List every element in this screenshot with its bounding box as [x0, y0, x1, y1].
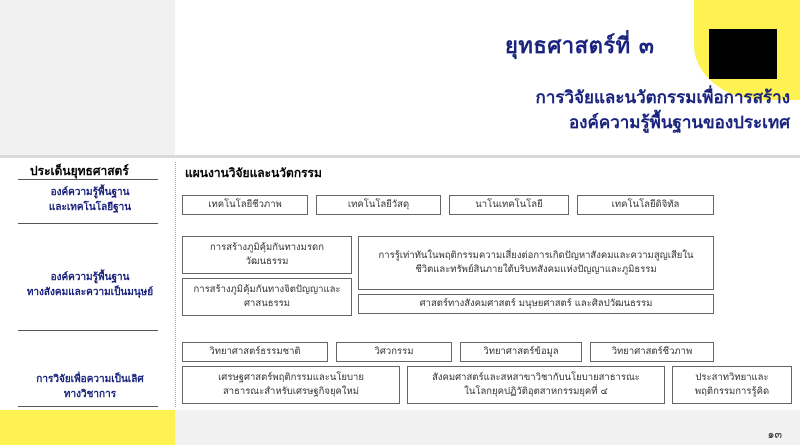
- plan-box: เศรษฐศาสตร์พฤติกรรมและนโยบายสาธารณะสำหรับเศรษฐกิจยุคใหม่: [182, 366, 400, 404]
- row-label-line: และเทคโนโลยีฐาน: [48, 202, 132, 213]
- footer-yellow-bar: [0, 410, 175, 445]
- plan-box: ศาสตร์ทางสังคมศาสตร์ มนุษยศาสตร์ และศิลปวัฒนธรรม: [358, 294, 714, 314]
- plan-box: ประสาทวิทยาและพฤติกรรมการรู้คิด: [672, 366, 792, 404]
- plan-box: วิทยาศาสตร์ชีวภาพ: [590, 342, 714, 362]
- row-label-academic-excellence: [15, 372, 165, 402]
- subtitle-line-2: องค์ความรู้พื้นฐานของประเทศ: [568, 113, 790, 133]
- plan-box: การสร้างภูมิคุ้มกันทางจิตปัญญาและศาสนธรรม: [182, 278, 352, 316]
- black-square-logo: [709, 29, 777, 79]
- footer-gray-bar: [175, 410, 800, 445]
- plan-box: นาโนเทคโนโลยี: [449, 195, 569, 215]
- page-number: ๑๓: [767, 428, 782, 441]
- column-header-issue: ประเด็นยุทธศาสตร์: [30, 164, 129, 178]
- row-separator: [18, 330, 158, 331]
- page-subtitle: [536, 86, 790, 136]
- plan-box: การรู้เท่าทันในพฤติกรรมความเสี่ยงต่อการเกิดปัญหาสังคมและความสูญเสียในชีวิตและทรัพย์สินภายใต้บริบทสังคมแห่งปัญญาและภูมิธรรม: [358, 236, 714, 290]
- header-divider: [0, 155, 800, 158]
- plan-box: วิทยาศาสตร์ธรรมชาติ: [182, 342, 328, 362]
- row-label-line: องค์ความรู้พื้นฐาน: [50, 187, 130, 198]
- row-label-line: องค์ความรู้พื้นฐาน: [50, 272, 130, 283]
- column-divider: [175, 162, 176, 407]
- plan-box: เทคโนโลยีดิจิทัล: [577, 195, 714, 215]
- plan-box: เทคโนโลยีวัสดุ: [316, 195, 441, 215]
- row-label-line: ทางสังคมและความเป็นมนุษย์: [26, 287, 154, 298]
- row-separator: [18, 223, 158, 224]
- plan-box: วิศวกรรม: [336, 342, 452, 362]
- column-header-plan: แผนงานวิจัยและนวัตกรรม: [185, 166, 322, 180]
- row-label-line: การวิจัยเพื่อความเป็นเลิศ: [36, 374, 144, 385]
- plan-box: เทคโนโลยีชีวภาพ: [182, 195, 308, 215]
- subtitle-line-1: การวิจัยและนวัตกรรมเพื่อการสร้าง: [535, 88, 790, 108]
- row-label-line: ทางวิชาการ: [63, 389, 117, 400]
- plan-box: สังคมศาสตร์และสหสาขาวิชากับนโยบายสาธารณะในโลกยุคปฏิวัติอุตสาหกรรมยุคที่ ๔: [407, 366, 665, 404]
- plan-box: การสร้างภูมิคุ้มกันทางมรดกวัฒนธรรม: [182, 236, 352, 274]
- row-separator: [18, 179, 158, 180]
- row-label-social-knowledge: [10, 270, 170, 300]
- left-header-strip: [0, 0, 175, 155]
- plan-box: วิทยาศาสตร์ข้อมูล: [460, 342, 582, 362]
- page-title: ยุทธศาสตร์ที่ ๓: [505, 34, 655, 59]
- row-label-basic-knowledge: [15, 185, 165, 215]
- row-separator: [18, 406, 158, 407]
